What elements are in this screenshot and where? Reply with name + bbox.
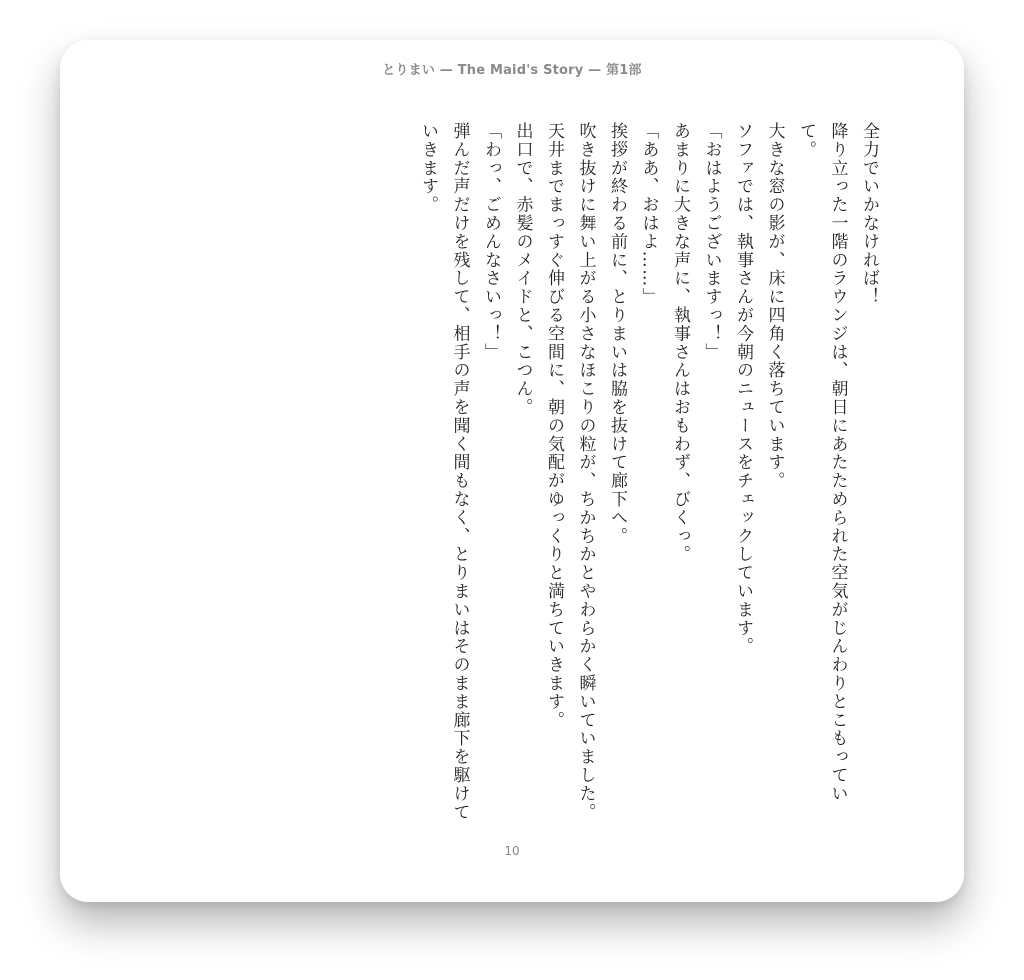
vertical-text-body xyxy=(412,122,885,822)
paragraph: 吹き抜けに舞い上がる小さなほこりの粒が、ちかちかとやわらかく瞬いていました。 xyxy=(575,122,596,822)
paragraph: 「わっ、ごめんなさいっ！」 xyxy=(481,122,501,362)
paragraph: 全力でいかなければ！ xyxy=(859,122,879,306)
paragraph: 「ああ、おはよ……」 xyxy=(638,122,659,306)
paragraph: ソファでは、執事さんが今朝のニュースをチェックしています。 xyxy=(733,122,753,656)
paragraph: 大きな窓の影が、床に四角く落ちています。 xyxy=(764,122,785,490)
book-title-header: とりまい — The Maid's Story — 第1部 xyxy=(382,63,642,78)
page-number: 10 xyxy=(504,844,520,858)
reading-pane[interactable] xyxy=(412,122,885,822)
reader-window xyxy=(60,40,964,902)
paragraph: 挨拶が終わる前に、とりまいは脇を抜けて廊下へ。 xyxy=(607,122,627,546)
paragraph: 天井までまっすぐ伸びる空間に、朝の気配がゆっくりと満ちていきます。 xyxy=(544,122,564,730)
paragraph: 弾んだ声だけを残して、相手の声を聞く間もなく、とりまいはそのまま廊下を駆けていきます。 xyxy=(418,122,470,822)
paragraph: 「おはようございますっ！」 xyxy=(701,122,722,362)
paragraph: 出口で、赤髪のメイドと、こつん。 xyxy=(512,122,533,417)
paragraph: 降り立った一階のラウンジは、朝日にあたためられた空気がじんわりとこもっていて。 xyxy=(796,122,848,803)
paragraph: あまりに大きな声に、執事さんはおもわず、びくっ。 xyxy=(670,122,690,564)
